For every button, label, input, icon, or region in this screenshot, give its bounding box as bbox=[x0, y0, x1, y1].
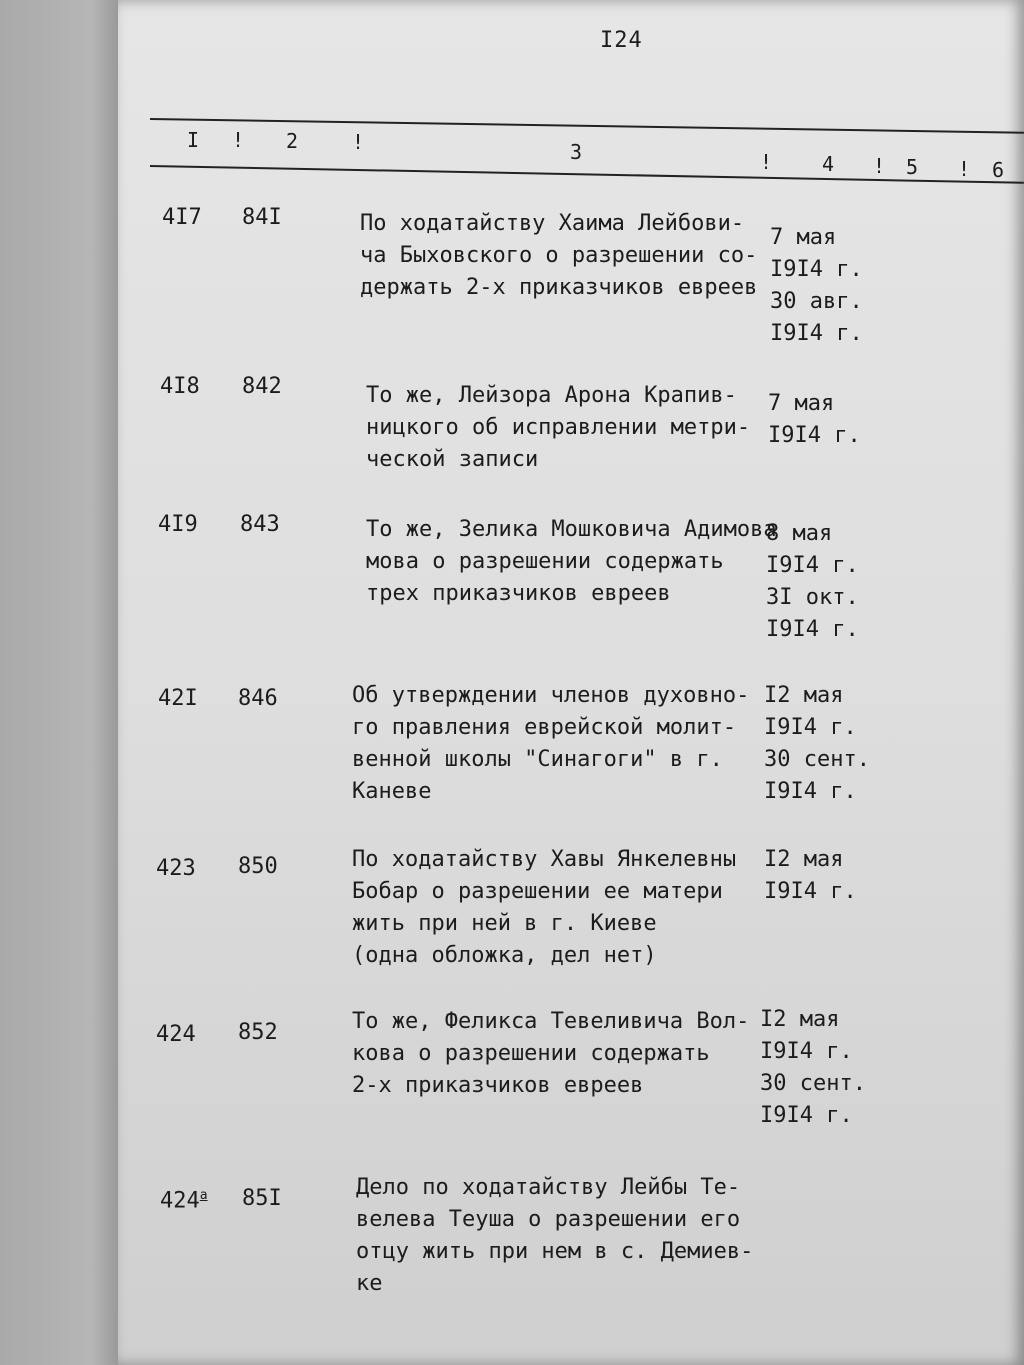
description-line: держать 2-х приказчиков евреев bbox=[360, 275, 758, 300]
previous-page-edge bbox=[0, 0, 130, 1365]
description-line: То же, Феликса Тевеливича Вол- bbox=[352, 1009, 750, 1034]
description-line: То же, Лейзора Арона Крапив- bbox=[366, 383, 737, 408]
record-code: 852 bbox=[238, 1020, 278, 1045]
date-line: 8 мая bbox=[766, 521, 833, 546]
date-line: 30 сент. bbox=[760, 1071, 866, 1096]
record-description bbox=[352, 680, 772, 808]
date-line: I9I4 г. bbox=[764, 779, 857, 804]
date-line: 3I окт. bbox=[766, 585, 859, 610]
record-code: 843 bbox=[240, 512, 280, 537]
description-line: Дело по ходатайству Лейбы Те- bbox=[356, 1175, 741, 1200]
description-line: го правления еврейской молит- bbox=[352, 715, 737, 740]
record-number: 423 bbox=[156, 856, 196, 881]
header-sep4: ! bbox=[873, 154, 886, 178]
description-line: венной школы "Синагоги" в г. bbox=[352, 747, 723, 772]
record-code: 846 bbox=[238, 686, 278, 711]
date-line: I9I4 г. bbox=[766, 617, 859, 642]
description-line: ницкого об исправлении метри- bbox=[366, 415, 751, 440]
description-line: Бобар о разрешении ее матери bbox=[352, 879, 723, 904]
record-code: 84I bbox=[242, 205, 282, 230]
description-line: ческой записи bbox=[366, 447, 539, 472]
description-line: ке bbox=[356, 1271, 383, 1296]
record-code: 850 bbox=[238, 854, 278, 879]
record-number-main: 424 bbox=[160, 1188, 200, 1214]
date-line: 30 авг. bbox=[770, 289, 863, 314]
record-code: 842 bbox=[242, 374, 282, 399]
date-line: I9I4 г. bbox=[760, 1039, 853, 1064]
record-number: 4I7 bbox=[162, 205, 202, 230]
date-line: 30 сент. bbox=[764, 747, 870, 772]
record-description bbox=[356, 1172, 776, 1300]
record-description bbox=[366, 380, 786, 476]
date-line: I9I4 г. bbox=[770, 257, 863, 282]
header-sep2: ! bbox=[352, 130, 365, 154]
description-line: 2-х приказчиков евреев bbox=[352, 1073, 644, 1098]
description-line: (одна обложка, дел нет) bbox=[352, 943, 657, 968]
record-number-suffix: а bbox=[199, 1188, 208, 1203]
header-col1: I bbox=[187, 128, 200, 152]
record-number: 4I8 bbox=[160, 374, 200, 399]
description-line: велева Теуша о разрешении его bbox=[356, 1207, 741, 1232]
header-col3: 3 bbox=[570, 140, 583, 164]
header-sep3: ! bbox=[760, 150, 773, 174]
record-dates bbox=[770, 222, 863, 350]
record-dates bbox=[764, 844, 857, 908]
record-description bbox=[366, 514, 786, 610]
description-line: Об утверждении членов духовно- bbox=[352, 683, 750, 708]
description-line: То же, Зелика Мошковича Адимова bbox=[366, 517, 777, 542]
description-line: отцу жить при нем в с. Демиев- bbox=[356, 1239, 754, 1264]
record-dates bbox=[768, 388, 861, 452]
date-line: I9I4 г. bbox=[764, 715, 857, 740]
header-sep1: ! bbox=[232, 128, 245, 152]
date-line: I2 мая bbox=[760, 1007, 840, 1032]
page-number: I24 bbox=[600, 28, 643, 53]
date-line: 7 мая bbox=[768, 391, 835, 416]
date-line: I9I4 г. bbox=[764, 879, 857, 904]
description-line: Каневе bbox=[352, 779, 432, 804]
date-line: I9I4 г. bbox=[768, 423, 861, 448]
date-line: I9I4 г. bbox=[770, 321, 863, 346]
header-sep5: ! bbox=[958, 157, 971, 181]
record-description bbox=[352, 1006, 772, 1102]
description-line: ча Быховского о разрешении со- bbox=[360, 243, 758, 268]
header-col6: 6 bbox=[992, 158, 1005, 182]
date-line: I2 мая bbox=[764, 683, 844, 708]
record-number: 4I9 bbox=[158, 512, 198, 537]
header-col4: 4 bbox=[822, 152, 835, 176]
description-line: По ходатайству Хаима Лейбови- bbox=[360, 211, 745, 236]
record-number: 42I bbox=[158, 686, 198, 711]
header-col2: 2 bbox=[286, 129, 299, 153]
date-line: I2 мая bbox=[764, 847, 844, 872]
description-line: кова о разрешении содержать bbox=[352, 1041, 710, 1066]
description-line: жить при ней в г. Киеве bbox=[352, 911, 657, 936]
record-dates bbox=[764, 680, 870, 808]
record-number bbox=[160, 1188, 208, 1213]
description-line: мова о разрешении содержать bbox=[366, 549, 724, 574]
record-description bbox=[352, 844, 772, 972]
record-code: 85I bbox=[242, 1186, 282, 1211]
record-description bbox=[360, 208, 780, 304]
header-col5: 5 bbox=[906, 155, 919, 179]
date-line: 7 мая bbox=[770, 225, 837, 250]
record-dates bbox=[766, 518, 859, 646]
description-line: По ходатайству Хавы Янкелевны bbox=[352, 847, 737, 872]
date-line: I9I4 г. bbox=[760, 1103, 853, 1128]
description-line: трех приказчиков евреев bbox=[366, 581, 671, 606]
date-line: I9I4 г. bbox=[766, 553, 859, 578]
record-dates bbox=[760, 1004, 866, 1132]
record-number: 424 bbox=[156, 1022, 196, 1047]
